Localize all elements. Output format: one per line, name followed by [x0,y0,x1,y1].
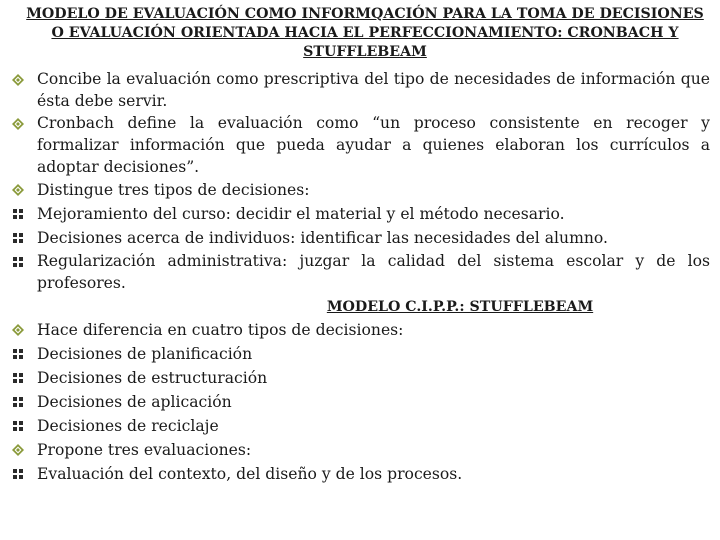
square-bullet-icon [12,348,24,360]
square-bullet-icon [12,468,24,480]
diamond-bullet-icon [12,324,24,336]
square-bullet-icon [12,256,24,268]
diamond-bullet-icon [12,184,24,196]
item-text: Decisiones de aplicación [37,393,232,411]
item-text: Decisiones de estructuración [37,369,268,387]
item-text: Decisiones de planificación [37,345,253,363]
diamond-bullet-icon [12,118,24,130]
list-item [0,438,720,462]
item-text: Concibe la evaluación como prescriptiva del tipo de necesidades de información que ésta debe servir. [37,70,710,110]
square-bullet-icon [12,208,24,220]
list-item [0,342,720,366]
list-item [0,390,720,414]
item-text: Regularización administrativa: juzgar la calidad del sistema escolar y de los profesores. [37,252,710,292]
square-bullet-icon [12,232,24,244]
item-text: Mejoramiento del curso: decidir el material y el método necesario. [37,205,565,223]
list-item [0,318,720,342]
list-item [0,68,720,112]
list-item [0,202,720,226]
slide-title: MODELO DE EVALUACIÓN COMO INFORMQACIÓN PARA LA TOMA DE DECISIONES O EVALUACIÓN ORIENTADA HACIA EL PERFECCIONAMIENTO: CRONBACH Y STUFFLEBEAM [26,6,704,60]
list-item [0,226,720,250]
item-text: Hace diferencia en cuatro tipos de decisiones: [37,321,404,339]
list-item [0,178,720,202]
square-bullet-icon [12,372,24,384]
item-text: Evaluación del contexto, del diseño y de los procesos. [37,465,463,483]
diamond-bullet-icon [12,444,24,456]
square-bullet-icon [12,396,24,408]
list-item [0,414,720,438]
item-text: Cronbach define la evaluación como “un proceso consistente en recoger y formalizar información que pueda ayudar a quienes elaboran los currículos a adoptar decisiones”. [37,114,710,176]
list-item [0,250,720,294]
section-subheading: MODELO C.I.P.P.: STUFFLEBEAM [326,299,594,315]
square-bullet-icon [12,420,24,432]
item-text: Distingue tres tipos de decisiones: [37,181,310,199]
list-item [0,462,720,486]
bullet-list [0,68,720,486]
list-item [0,366,720,390]
list-item [0,112,720,178]
diamond-bullet-icon [12,74,24,86]
item-text: Propone tres evaluaciones: [37,441,252,459]
item-text: Decisiones de reciclaje [37,417,219,435]
item-text: Decisiones acerca de individuos: identificar las necesidades del alumno. [37,229,608,247]
